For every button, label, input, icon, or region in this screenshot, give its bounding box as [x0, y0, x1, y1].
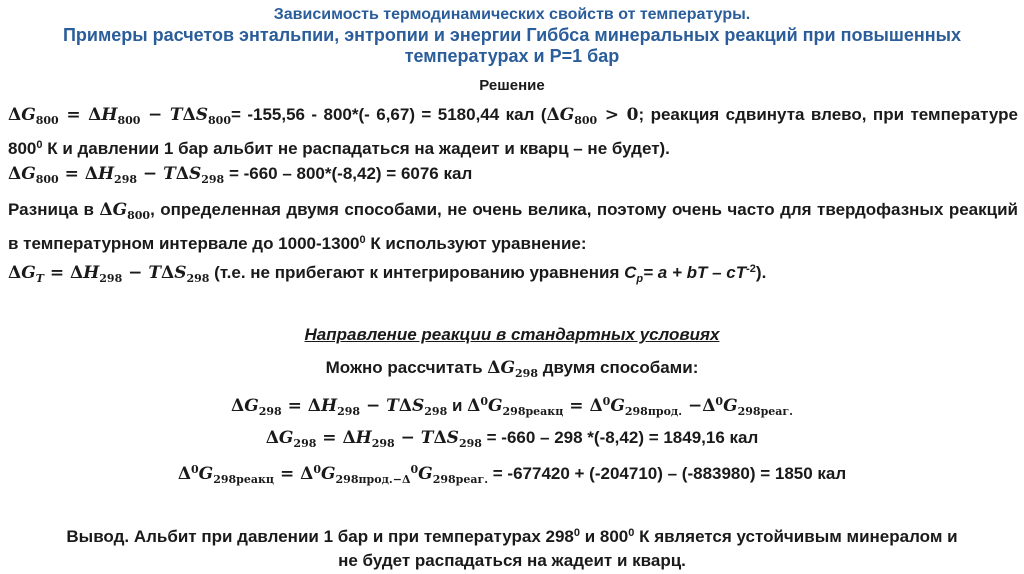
formula-calc-1: $\Delta G_{298} = \Delta H_{298} - T\Delta S_{298}$: [265, 428, 482, 450]
equation-paragraph-3: [8, 257, 1018, 291]
formula-gibbs-t: $\Delta G_T = \Delta H_{298} - T\Delta S_{298}$: [8, 263, 210, 285]
calc-intro-text-a: Можно рассчитать: [325, 358, 488, 377]
formula-method-1: $\Delta G_{298} = \Delta H_{298} - T\Delta S_{298}$: [231, 396, 448, 418]
title-line-2: Примеры расчетов энтальпии, энтропии и энергии Гиббса минеральных реакций при повышенных: [62, 25, 962, 45]
calc-result-1: [0, 426, 1024, 456]
conclusion-text-b: и 800: [580, 527, 629, 546]
conclusion-line-2: не будет распадаться на жадеит и кварц.: [338, 551, 686, 570]
and-word: и: [447, 396, 468, 415]
degree-sup: 0: [36, 139, 43, 151]
paragraph-difference: [8, 198, 1018, 256]
equation-3-text-b: = a + bT – cT: [643, 263, 747, 282]
equation-2-text: = -660 – 800*(-8,42) = 6076 кал: [224, 164, 473, 183]
slide-title: [0, 4, 1024, 67]
calc-methods: [0, 390, 1024, 424]
conclusion-text-c: К является устойчивым минералом и: [634, 527, 958, 546]
section-heading-text: Направление реакции в стандартных условиях: [304, 325, 720, 344]
calc-result-2-text: = -677420 + (-204710) – (-883980) = 1850 кал: [488, 464, 847, 483]
equation-paragraph-1: [8, 103, 1018, 161]
section-heading: [0, 323, 1024, 347]
conclusion-text-a: Вывод. Альбит при давлении 1 бар и при температурах 298: [66, 527, 574, 546]
equation-paragraph-2: [8, 162, 1018, 192]
equation-1-text-a: = -155,56 - 800*(- 6,67) = 5180,44 кал (: [231, 105, 547, 124]
equation-3-text-a: (т.е. не прибегают к интегрированию уравнения: [209, 263, 625, 282]
formula-method-2: $\Delta^0G_{298реакц} = \Delta^0G_{298прод.} -\Delta^0G_{298реаг.}$: [467, 395, 793, 418]
calc-result-1-text: = -660 – 298 *(-8,42) = 1849,16 кал: [481, 428, 759, 447]
formula-gibbs-800-inline: $\Delta G_{800}$: [99, 200, 151, 222]
power-sup: -2: [746, 263, 756, 275]
degree-sup: 0: [573, 527, 580, 539]
calc-intro: [0, 356, 1024, 386]
formula-gibbs-800: $\Delta G_{800} = \Delta H_{800} - T\Delta S_{800}$: [8, 105, 231, 127]
formula-gibbs-298-inline: $\Delta G_{298}$: [487, 358, 538, 380]
degree-sup: 0: [628, 527, 635, 539]
calc-result-2: [0, 458, 1024, 492]
solution-heading: Решение: [479, 77, 545, 94]
conclusion-line-1: [0, 521, 1024, 549]
cp-symbol: C: [624, 263, 637, 282]
title-line-1: Зависимость термодинамических свойств от температуры.: [273, 6, 751, 23]
formula-gibbs-positive: $\Delta G_{800} > 0$: [546, 105, 639, 127]
formula-calc-2: $\Delta^0G_{298реакц} = \Delta^0G_{298прод.-\Delta}^0G_{298реаг.}$: [177, 463, 489, 486]
equation-3-text-c: ).: [755, 263, 767, 282]
equation-1-text-c: К и давлении 1 бар альбит не распадаться на жадеит и кварц – не будет).: [42, 139, 670, 158]
paragraph-difference-text-a: Разница в: [8, 200, 100, 219]
cp-sub: p: [636, 273, 644, 285]
paragraph-difference-text-b: , определенная двумя способами, не очень велика, поэтому очень часто для твердофазных реакций в температурном интервале до 1000-1300: [8, 200, 1018, 253]
calc-intro-text-b: двумя способами:: [538, 358, 699, 377]
degree-sup: 0: [359, 234, 366, 246]
formula-gibbs-800-298: $\Delta G_{800} = \Delta H_{298} - T\Delta S_{298}$: [8, 164, 225, 186]
paragraph-difference-text-c: К используют уравнение:: [365, 234, 587, 253]
equation-1-text-b: ; реакция сдвинута влево, при температуре 800: [8, 105, 1018, 158]
conclusion: [0, 521, 1024, 573]
title-line-3: температурах и Р=1 бар: [404, 46, 620, 66]
